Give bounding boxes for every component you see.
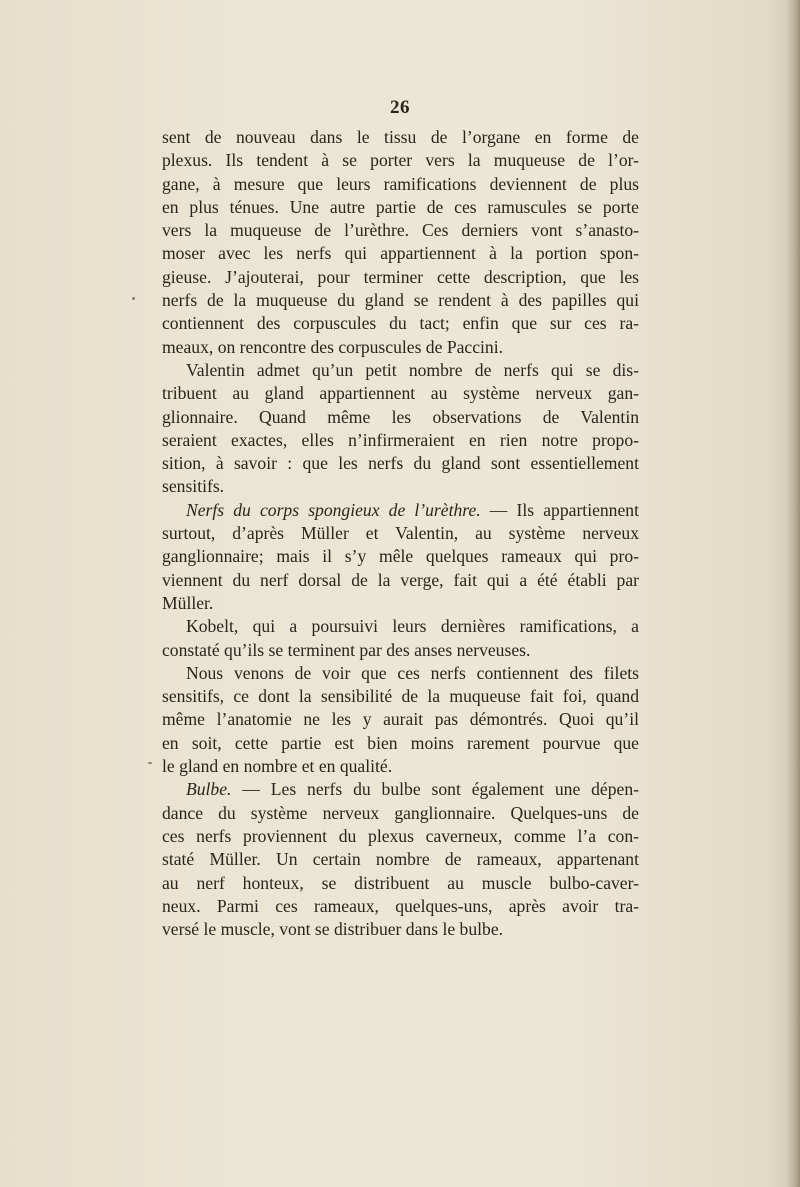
text-line — [162, 429, 639, 452]
text-segment: — Les nerfs du bulbe sont également une dépen- — [231, 779, 639, 800]
text-segment: au nerf honteux, se distribuent au muscle bulbo-caver- — [162, 872, 639, 893]
text-segment: gieuse. J’ajouterai, pour terminer cette description, que les — [162, 266, 639, 287]
text-line — [162, 289, 639, 312]
text-line — [162, 242, 639, 265]
text-segment: Kobelt, qui a poursuivi leurs dernières ramifications, a — [186, 616, 639, 637]
text-segment: sition, à savoir : que les nerfs du gland sont essentiellement — [162, 453, 639, 474]
italic-heading: Bulbe. — [186, 779, 232, 800]
text-segment: surtout, d’après Müller et Valentin, au système nerveux — [162, 523, 639, 544]
text-segment: vers la muqueuse de l’urèthre. Ces derniers vont s’anasto- — [162, 220, 639, 241]
text-line — [162, 778, 639, 801]
text-line — [162, 825, 639, 848]
text-line — [162, 312, 639, 335]
text-segment: Nous venons de voir que ces nerfs contiennent des filets — [186, 662, 639, 683]
page-edge-shadow — [786, 0, 800, 1187]
text-segment: viennent du nerf dorsal de la verge, fait qui a été établi par — [162, 569, 639, 590]
text-segment: gane, à mesure que leurs ramifications deviennent de plus — [162, 173, 639, 194]
text-line — [162, 475, 639, 498]
text-segment: sent de nouveau dans le tissu de l’organe en forme de — [162, 127, 639, 147]
text-line — [162, 359, 639, 382]
text-segment: dance du système nerveux ganglionnaire. Quelques-uns de — [162, 802, 639, 823]
text-segment: ces nerfs proviennent du plexus caverneux, comme l’a con- — [162, 825, 639, 846]
ink-speck — [148, 762, 152, 764]
text-line — [162, 452, 639, 475]
text-segment: sensitifs, ce dont la sensibilité de la muqueuse fait foi, quand — [162, 686, 639, 707]
body-text — [162, 126, 639, 941]
italic-heading: Nerfs du corps spongieux de l’urèthre. — [186, 499, 481, 520]
text-line — [162, 592, 639, 615]
text-segment: neux. Parmi ces rameaux, quelques-uns, après avoir tra- — [162, 895, 639, 916]
text-segment: en soit, cette partie est bien moins rarement pourvue que — [162, 732, 639, 753]
text-segment: seraient exactes, elles n’infirmeraient en rien notre propo- — [162, 429, 639, 450]
text-segment: constaté qu’ils se terminent par des anses nerveuses. — [162, 639, 531, 660]
text-line — [162, 708, 639, 731]
text-line — [162, 173, 639, 196]
text-segment: ganglionnaire; mais il s’y mêle quelques rameaux qui pro- — [162, 546, 639, 567]
text-line — [162, 149, 639, 172]
text-segment: Valentin admet qu’un petit nombre de nerfs qui se dis- — [186, 359, 639, 380]
page-number: 26 — [390, 97, 410, 118]
text-line — [162, 522, 639, 545]
text-segment: en plus ténues. Une autre partie de ces ramuscules se porte — [162, 196, 639, 217]
text-line — [162, 336, 639, 359]
text-line — [162, 569, 639, 592]
text-segment: glionnaire. Quand même les observations de Valentin — [162, 406, 639, 427]
text-segment: le gland en nombre et en qualité. — [162, 756, 393, 777]
text-segment: même l’anatomie ne les y aurait pas démontrés. Quoi qu’il — [162, 709, 639, 730]
text-line — [162, 639, 639, 662]
text-line — [162, 918, 639, 941]
text-line — [162, 872, 639, 895]
text-line — [162, 545, 639, 568]
text-line — [162, 196, 639, 219]
ink-speck — [132, 297, 135, 300]
text-line — [162, 732, 639, 755]
text-line — [162, 382, 639, 405]
text-segment: meaux, on rencontre des corpuscules de Paccini. — [162, 336, 503, 357]
text-line — [162, 219, 639, 242]
text-segment: tribuent au gland appartiennent au système nerveux gan- — [162, 383, 639, 404]
text-segment: staté Müller. Un certain nombre de rameaux, appartenant — [162, 849, 639, 870]
text-segment: plexus. Ils tendent à se porter vers la muqueuse de l’or- — [162, 150, 639, 171]
text-line — [162, 126, 639, 149]
text-segment: — Ils appartiennent — [480, 499, 639, 520]
text-segment: moser avec les nerfs qui appartiennent à la portion spon- — [162, 243, 639, 264]
text-line — [162, 895, 639, 918]
text-line — [162, 848, 639, 871]
text-segment: contiennent des corpuscules du tact; enfin que sur ces ra- — [162, 313, 639, 334]
text-line — [162, 662, 639, 685]
text-line — [162, 499, 639, 522]
text-segment: versé le muscle, vont se distribuer dans le bulbe. — [162, 919, 504, 940]
text-segment: sensitifs. — [162, 476, 225, 497]
text-line — [162, 266, 639, 289]
text-segment: nerfs de la muqueuse du gland se rendent à des papilles qui — [162, 290, 639, 311]
text-line — [162, 685, 639, 708]
text-line — [162, 755, 639, 778]
text-line — [162, 802, 639, 825]
text-line — [162, 615, 639, 638]
text-line — [162, 406, 639, 429]
text-segment: Müller. — [162, 592, 214, 613]
